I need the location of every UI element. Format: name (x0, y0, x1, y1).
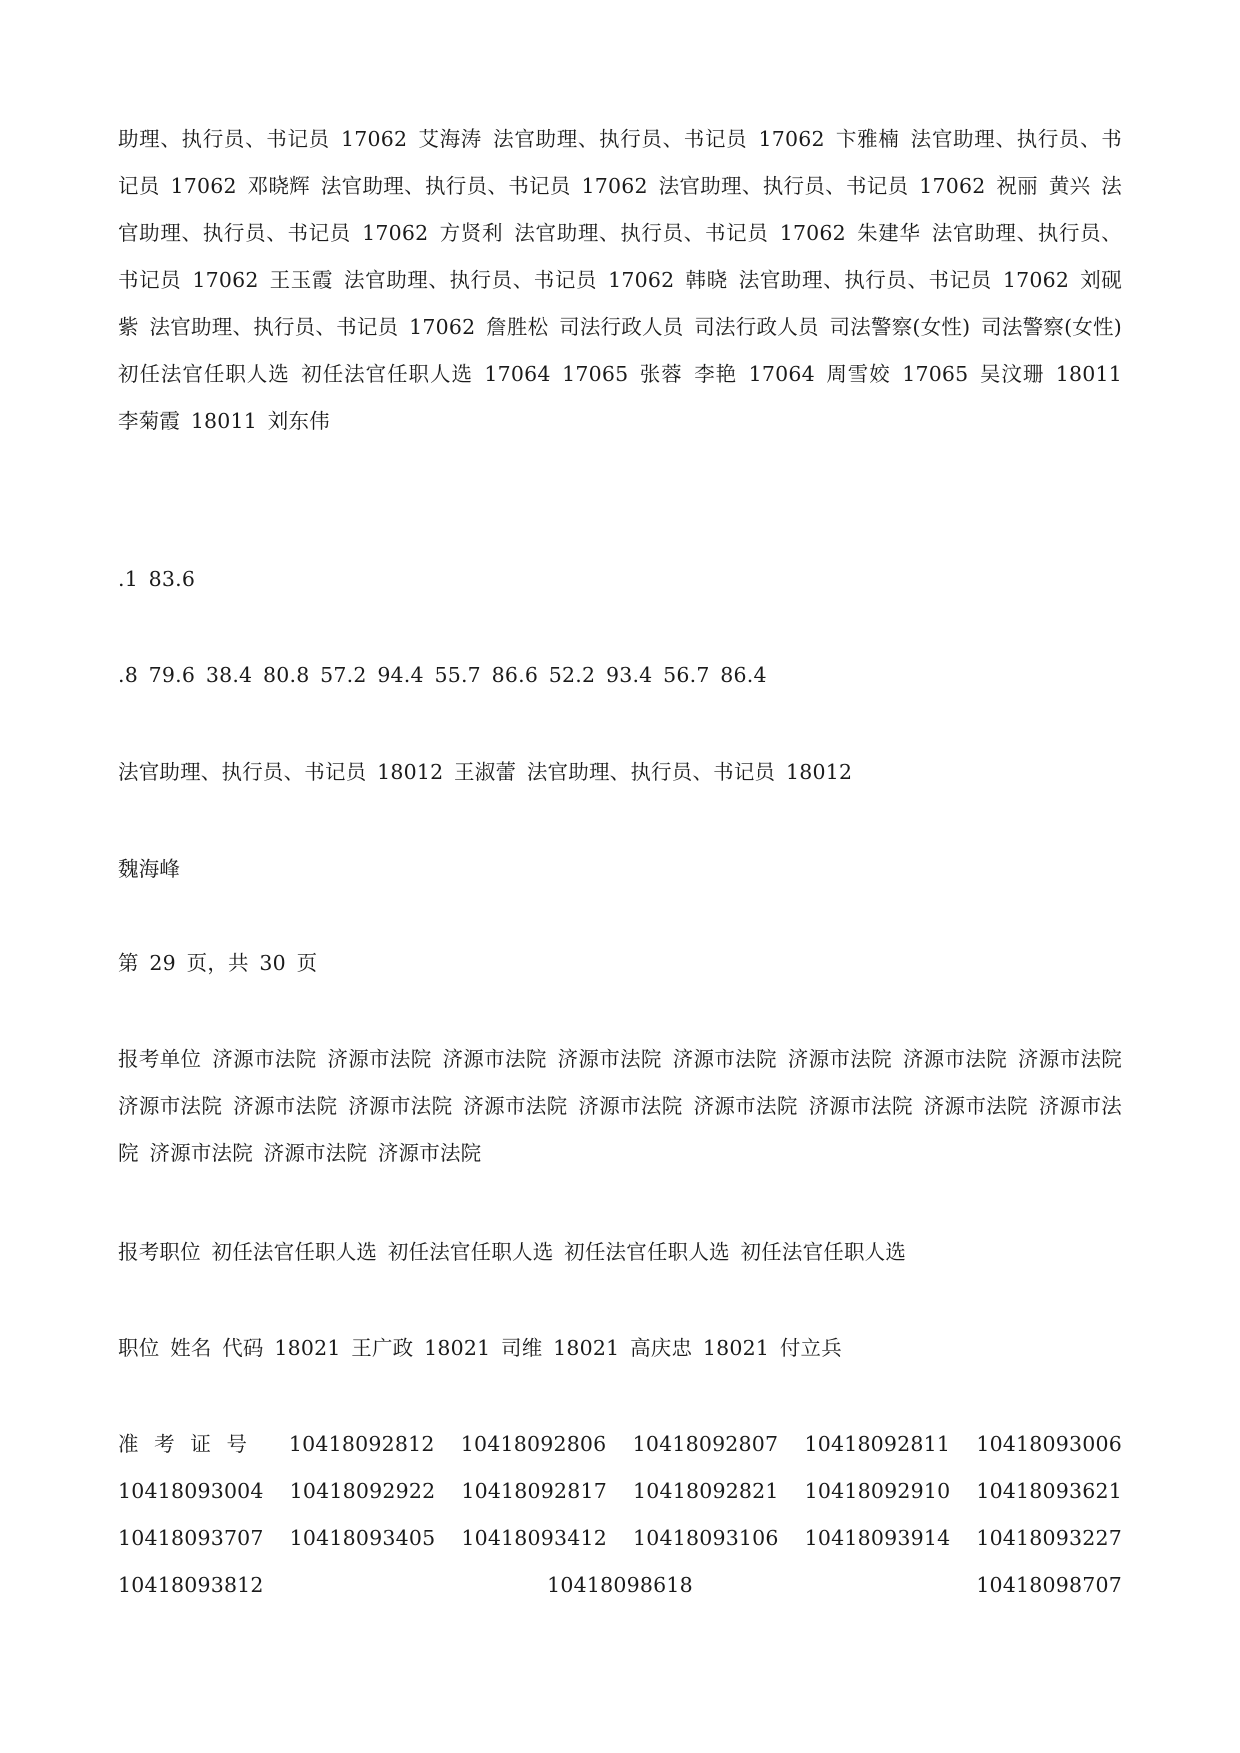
page-number: 第 29 页，共 30 页 (118, 951, 318, 975)
applying-unit-list: 报考单位 济源市法院 济源市法院 济源市法院 济源市法院 济源市法院 济源市法院 济源市法院 济源市法院 济源市法院 济源市法院 济源市法院 济源市法院 济源市法院 济源市法院 济源市法院 济源市法院 济源市法院 济源市法院 济源市法院 济源市法院 (118, 1047, 1122, 1165)
admission-ticket-list: 准考证号 10418092812 10418092806 10418092807 10418092811 10418093006 10418093004 10418092922 10418092817 10418092821 10418092910 10418093621 10418093707 10418093405 10418093412 10418093106 10418093914 10418093227 10418093812 10418098618 10418098707 (118, 1432, 1122, 1597)
applying-position-list: 报考职位 初任法官任职人选 初任法官任职人选 初任法官任职人选 初任法官任职人选 (118, 1240, 907, 1264)
candidate-list-continuation: 助理、执行员、书记员 17062 艾海涛 法官助理、执行员、书记员 17062 卞雅楠 法官助理、执行员、书记员 17062 邓晓辉 法官助理、执行员、书记员 17062 法官助理、执行员、书记员 17062 祝丽 黄兴 法官助理、执行员、书记员 17062 方贤利 法官助理、执行员、书记员 17062 朱建华 法官助理、执行员、书记员 17062 王玉霞 法官助理、执行员、书记员 17062 韩晓 法官助理、执行员、书记员 17062 刘砚紫 法官助理、执行员、书记员 17062 詹胜松 司法行政人员 司法行政人员 司法警察(女性) 司法警察(女性) 初任法官任职人选 初任法官任职人选 17064 17065 张蓉 李艳 17064 周雪姣 17065 吴汶珊 18011 李菊霞 18011 刘东伟 (118, 127, 1122, 433)
score-list: .8 79.6 38.4 80.8 57.2 94.4 55.7 86.6 52.2 93.4 56.7 86.4 (118, 663, 767, 687)
position-list: 法官助理、执行员、书记员 18012 王淑蕾 法官助理、执行员、书记员 18012 (118, 760, 853, 784)
score-fragment: .1 83.6 (118, 567, 196, 591)
candidate-name: 魏海峰 (118, 857, 181, 881)
position-name-code-list: 职位 姓名 代码 18021 王广政 18021 司维 18021 高庆忠 18021 付立兵 (118, 1336, 842, 1360)
